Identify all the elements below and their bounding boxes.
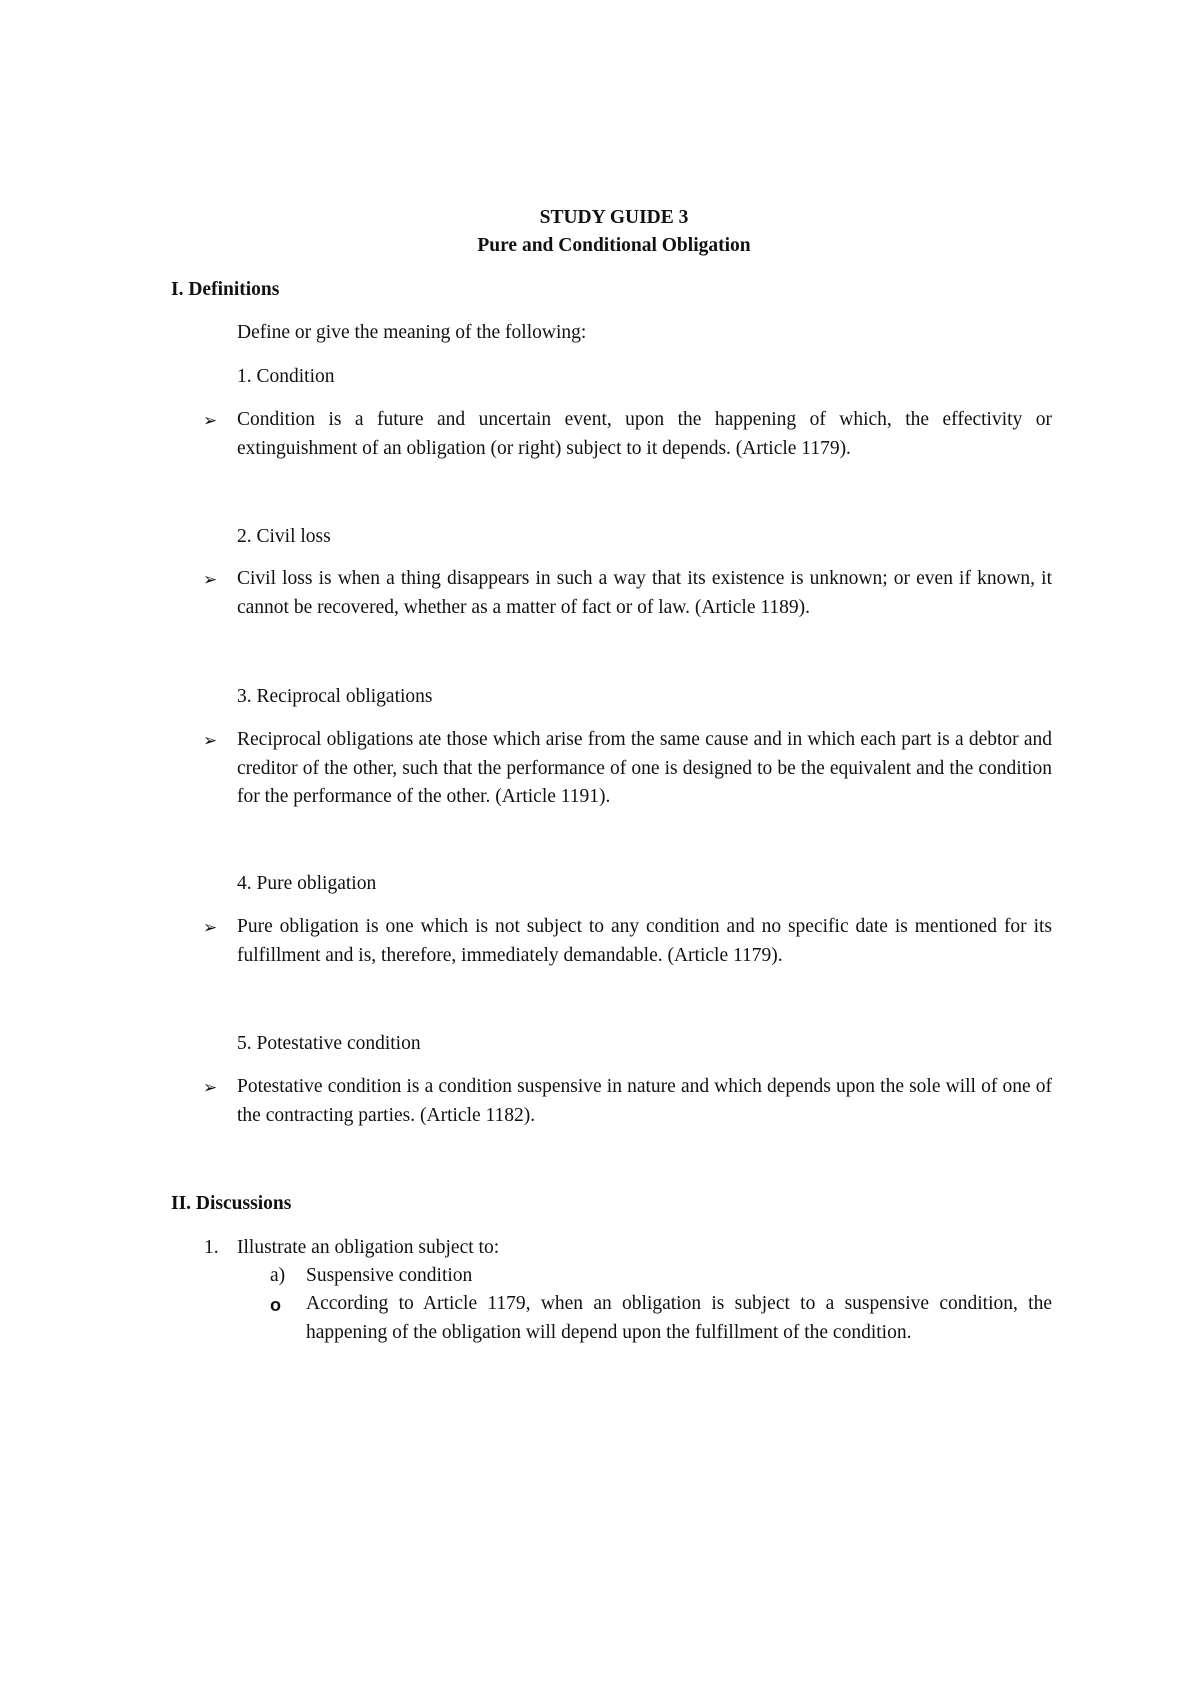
arrowhead-bullet-icon: ➢ xyxy=(203,1078,218,1098)
definition-label-reciprocal-obligations: 3. Reciprocal obligations xyxy=(237,686,433,707)
sub-item-text: Suspensive condition xyxy=(306,1265,473,1286)
arrowhead-bullet-icon: ➢ xyxy=(203,918,218,938)
definition-label-condition: 1. Condition xyxy=(237,366,335,387)
definition-text-potestative-condition: Potestative condition is a condition suspensive in nature and which depends upon the sole will of one of the contracting parties. (Article 1182). xyxy=(237,1076,1052,1126)
definition-label-civil-loss: 2. Civil loss xyxy=(237,526,331,547)
document-title: STUDY GUIDE 3 xyxy=(539,207,689,228)
definition-text-reciprocal-obligations: Reciprocal obligations ate those which arise from the same cause and in which each part is a debtor and creditor of the other, such that the performance of one is designed to be the equivalent and the condition for the performance of the other. (Article 1191). xyxy=(237,729,1052,807)
definitions-instruction: Define or give the meaning of the following: xyxy=(237,322,587,343)
definition-text-civil-loss: Civil loss is when a thing disappears in such a way that its existence is unknown; or even if known, it cannot be recovered, whether as a matter of fact or of law. (Article 1189). xyxy=(237,568,1052,618)
arrowhead-bullet-icon: ➢ xyxy=(203,731,218,751)
answer-text: According to Article 1179, when an obligation is subject to a suspensive condition, the happening of the obligation will depend upon the fulfillment of the condition. xyxy=(306,1293,1052,1343)
question-text: Illustrate an obligation subject to: xyxy=(237,1237,500,1258)
arrowhead-bullet-icon: ➢ xyxy=(203,570,218,590)
question-number: 1. xyxy=(204,1237,219,1258)
section-heading-definitions: I. Definitions xyxy=(171,279,280,300)
definition-text-pure-obligation: Pure obligation is one which is not subject to any condition and no specific date is mentioned for its fulfillment and is, therefore, immediately demandable. (Article 1179). xyxy=(237,916,1052,966)
document-subtitle: Pure and Conditional Obligation xyxy=(477,235,751,256)
sub-item-label: a) xyxy=(270,1265,286,1286)
definition-text-condition: Condition is a future and uncertain event, upon the happening of which, the effectivity or extinguishment of an obligation (or right) subject to it depends. (Article 1179). xyxy=(237,409,1052,459)
circle-bullet-icon: o xyxy=(270,1295,281,1315)
definition-label-pure-obligation: 4. Pure obligation xyxy=(237,873,377,894)
definition-label-potestative-condition: 5. Potestative condition xyxy=(237,1033,421,1054)
arrowhead-bullet-icon: ➢ xyxy=(203,411,218,431)
section-heading-discussions: II. Discussions xyxy=(171,1193,292,1214)
